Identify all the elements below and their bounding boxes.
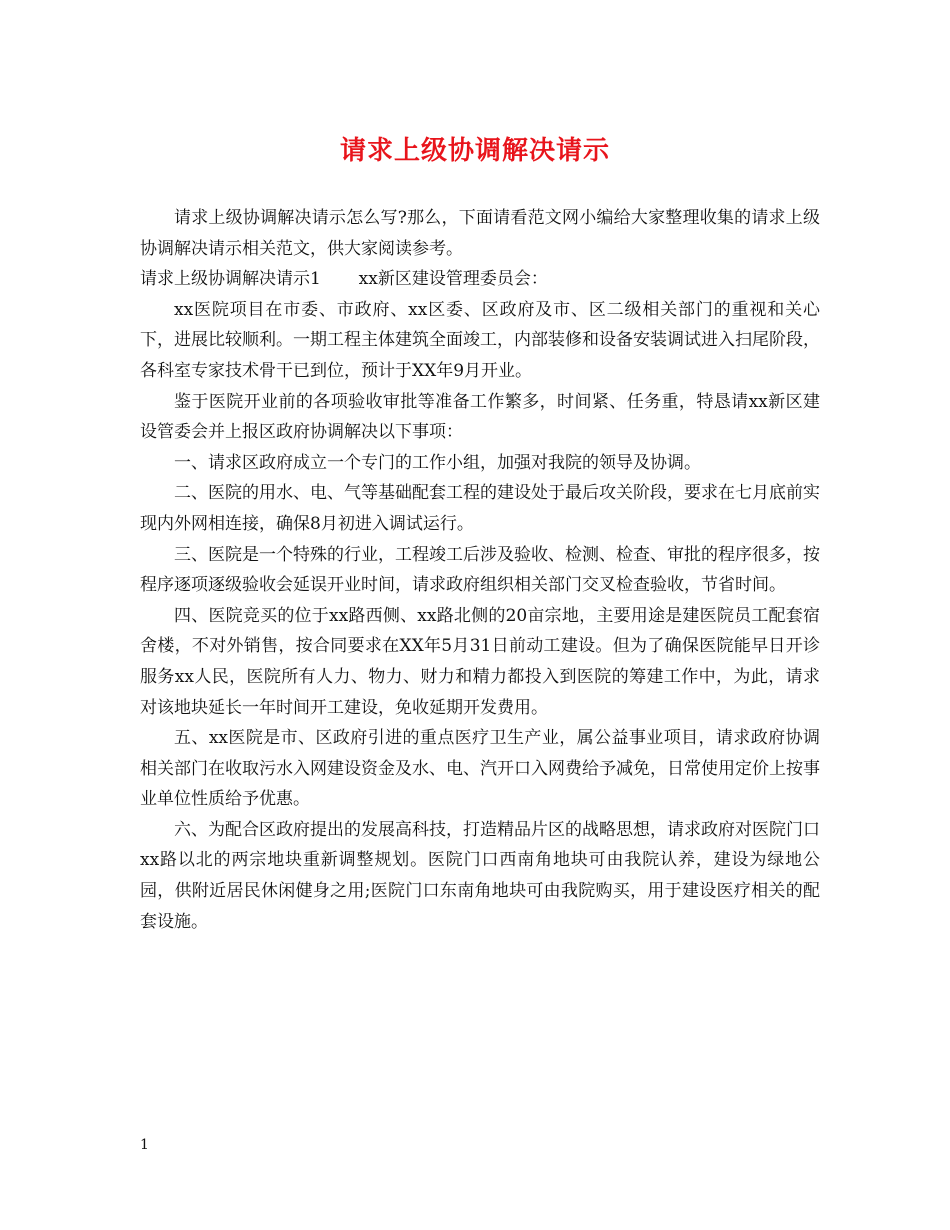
document-body	[140, 203, 820, 937]
body-paragraph: 二、医院的用水、电、气等基础配套工程的建设处于最后攻关阶段，要求在七月底前实现内外网相连接，确保8月初进入调试运行。	[140, 483, 820, 534]
body-paragraph: 鉴于医院开业前的各项验收审批等准备工作繁多，时间紧、任务重，特恳请xx新区建设管委会并上报区政府协调解决以下事项：	[140, 391, 820, 443]
body-paragraph: 四、医院竞买的位于xx路西侧、xx路北侧的20亩宗地，主要用途是建医院员工配套宿舍楼，不对外销售，按合同要求在XX年5月31日前动工建设。但为了确保医院能早日开诊服务xx人民，医院所有人力、物力、财力和精力都投入到医院的筹建工作中，为此，请求对该地块延长一年时间开工建设，免收延期开发费用。	[140, 605, 820, 718]
example-label: 请求上级协调解决请示1	[140, 269, 321, 290]
page-number: 1	[140, 1137, 149, 1153]
body-paragraph: xx医院项目在市委、市政府、xx区委、区政府及市、区二级相关部门的重视和关心下，进展比较顺利。一期工程主体建筑全面竣工，内部装修和设备安装调试进入扫尾阶段，各科室专家技术骨干已到位，预计于XX年9月开业。	[140, 299, 820, 381]
body-paragraph: 三、医院是一个特殊的行业，工程竣工后涉及验收、检测、检查、审批的程序很多，按程序逐项逐级验收会延误开业时间，请求政府组织相关部门交叉检查验收，节省时间。	[140, 544, 820, 596]
body-paragraph: 一、请求区政府成立一个专门的工作小组，加强对我院的领导及协调。	[174, 452, 701, 473]
intro-paragraph: 请求上级协调解决请示怎么写?那么，下面请看范文网小编给大家整理收集的请求上级协调解决请示相关范文，供大家阅读参考。	[140, 208, 820, 259]
body-paragraph: 五、xx医院是市、区政府引进的重点医疗卫生产业，属公益事业项目，请求政府协调相关部门在收取污水入网建设资金及水、电、汽开口入网费给予减免，日常使用定价上按事业单位性质给予优惠。	[140, 728, 820, 810]
addressee: xx新区建设管理委员会：	[358, 269, 548, 290]
document-title: 请求上级协调解决请示	[339, 136, 610, 166]
body-paragraph: 六、为配合区政府提出的发展高科技，打造精品片区的战略思想，请求政府对医院门口xx路以北的两宗地块重新调整规划。医院门口西南角地块可由我院认养，建设为绿地公园，供附近居民休闲健身之用;医院门口东南角地块可由我院购买，用于建设医疗相关的配套设施。	[140, 819, 820, 932]
example-heading	[140, 264, 820, 295]
